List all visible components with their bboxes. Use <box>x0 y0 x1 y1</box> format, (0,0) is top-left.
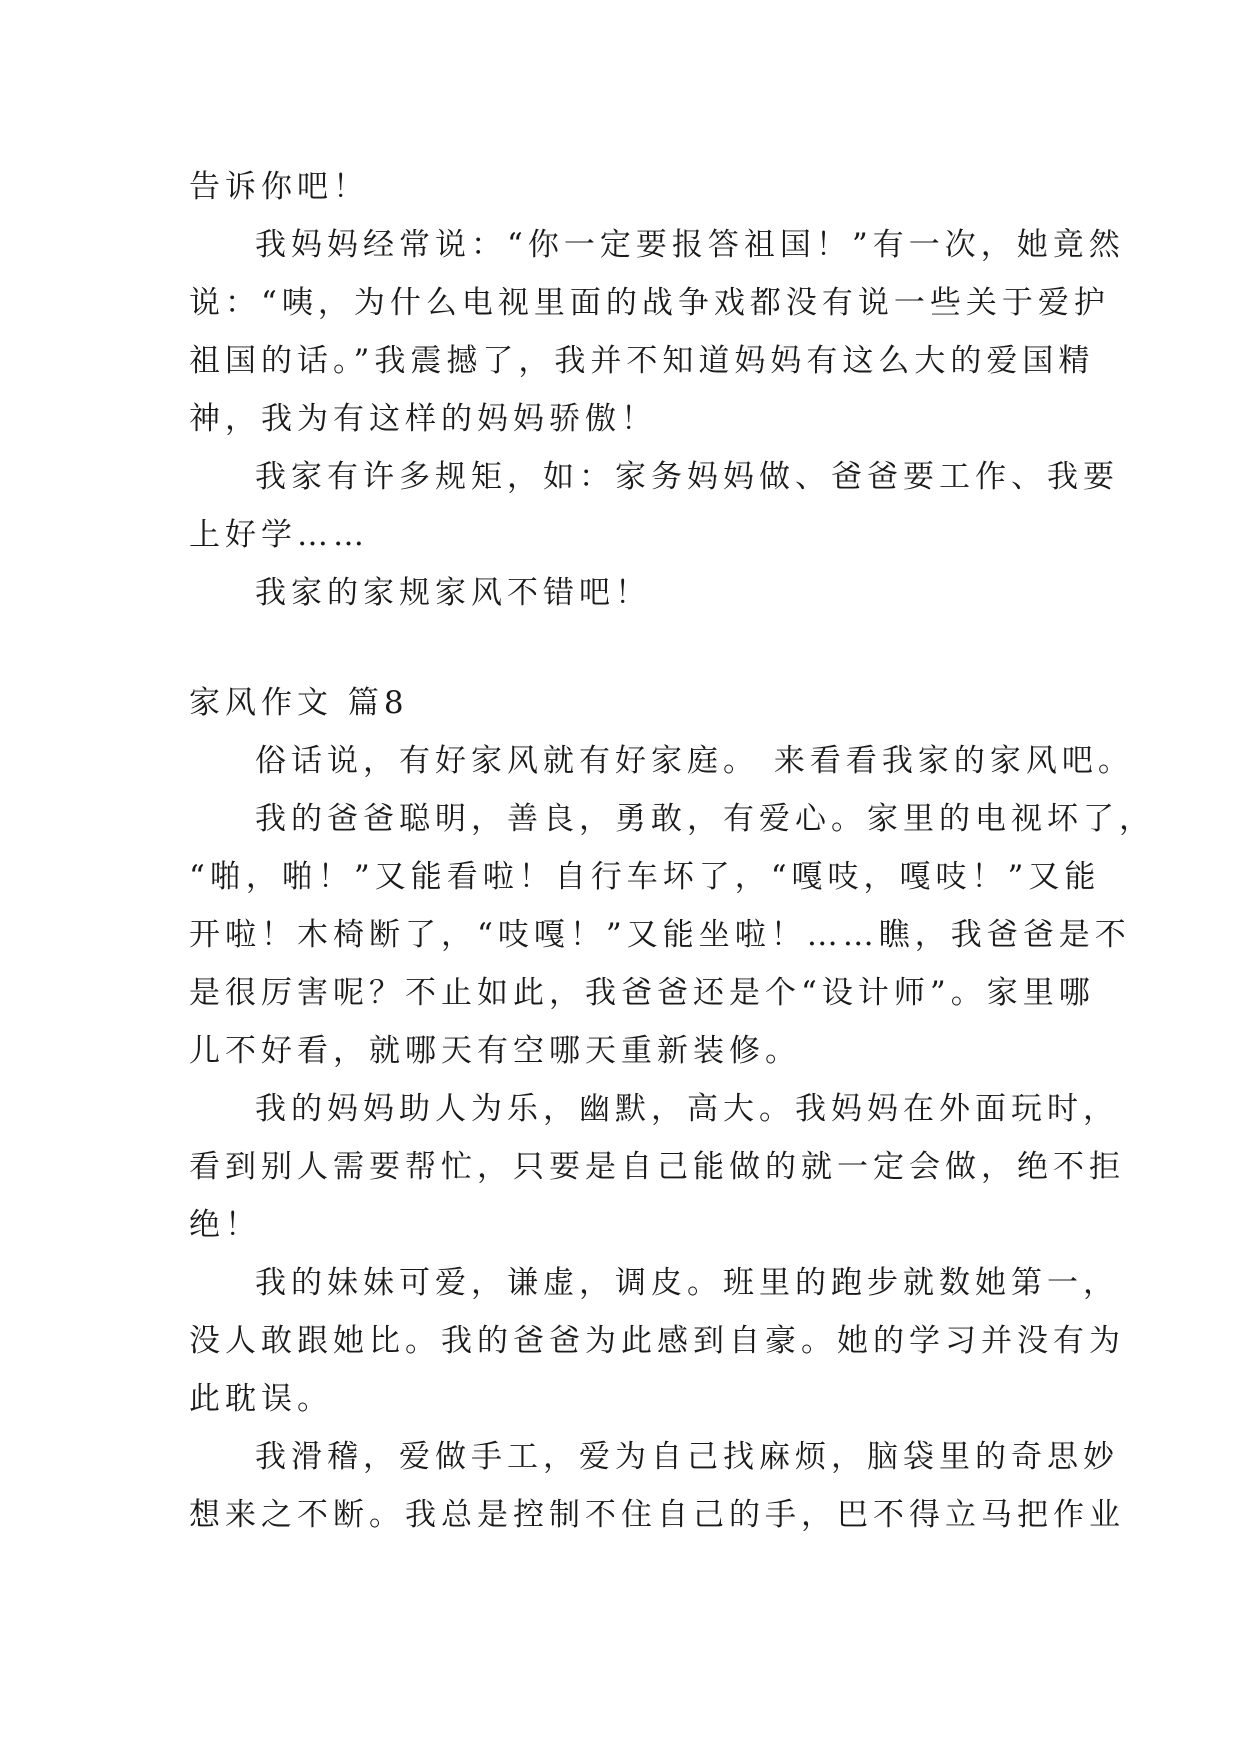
text-line: 祖国的话。”我震撼了，我并不知道妈妈有这么大的爱国精 <box>189 343 1095 379</box>
section-heading: 家风作文 篇8 <box>189 685 409 721</box>
text-line: 我滑稽，爱做手工，爱为自己找麻烦，脑袋里的奇思妙 <box>255 1439 1119 1475</box>
text-line: 上好学…… <box>189 517 369 553</box>
text-line: 我的爸爸聪明，善良，勇敢，有爱心。家里的电视坏了， <box>255 801 1155 837</box>
text-line: 我的妈妈助人为乐，幽默，高大。我妈妈在外面玩时， <box>255 1091 1119 1127</box>
text-line: 开啦！木椅断了，“吱嘎！”又能坐啦！……瞧，我爸爸是不 <box>189 917 1131 953</box>
text-line: 说：“咦，为什么电视里面的战争戏都没有说一些关于爱护 <box>189 285 1110 321</box>
document-page <box>189 158 1155 1544</box>
section-gap <box>189 622 1069 674</box>
text-line: 我家的家规家风不错吧！ <box>255 575 651 611</box>
text-line: 我家有许多规矩，如：家务妈妈做、爸爸要工作、我要 <box>255 459 1119 495</box>
text-line: “啪，啪！”又能看啦！自行车坏了，“嘎吱，嘎吱！”又能 <box>189 859 1101 895</box>
text-line: 没人敢跟她比。我的爸爸为此感到自豪。她的学习并没有为 <box>189 1323 1125 1359</box>
text-line: 儿不好看，就哪天有空哪天重新装修。 <box>189 1033 801 1069</box>
text-line: 我的妹妹可爱，谦虚，调皮。班里的跑步就数她第一， <box>255 1265 1119 1301</box>
text-line: 神，我为有这样的妈妈骄傲！ <box>189 401 657 437</box>
text-line: 告诉你吧！ <box>189 169 369 205</box>
text-line: 我妈妈经常说：“你一定要报答祖国！”有一次，她竟然 <box>255 227 1125 263</box>
text-line: 绝！ <box>189 1207 261 1243</box>
text-line: 是很厉害呢？不止如此，我爸爸还是个“设计师”。家里哪 <box>189 975 1095 1011</box>
text-line: 俗话说，有好家风就有好家庭。 来看看我家的家风吧。 <box>255 743 1134 779</box>
text-line: 此耽误。 <box>189 1381 333 1417</box>
text-line: 看到别人需要帮忙，只要是自己能做的就一定会做，绝不拒 <box>189 1149 1125 1185</box>
text-line: 想来之不断。我总是控制不住自己的手，巴不得立马把作业 <box>189 1497 1125 1533</box>
